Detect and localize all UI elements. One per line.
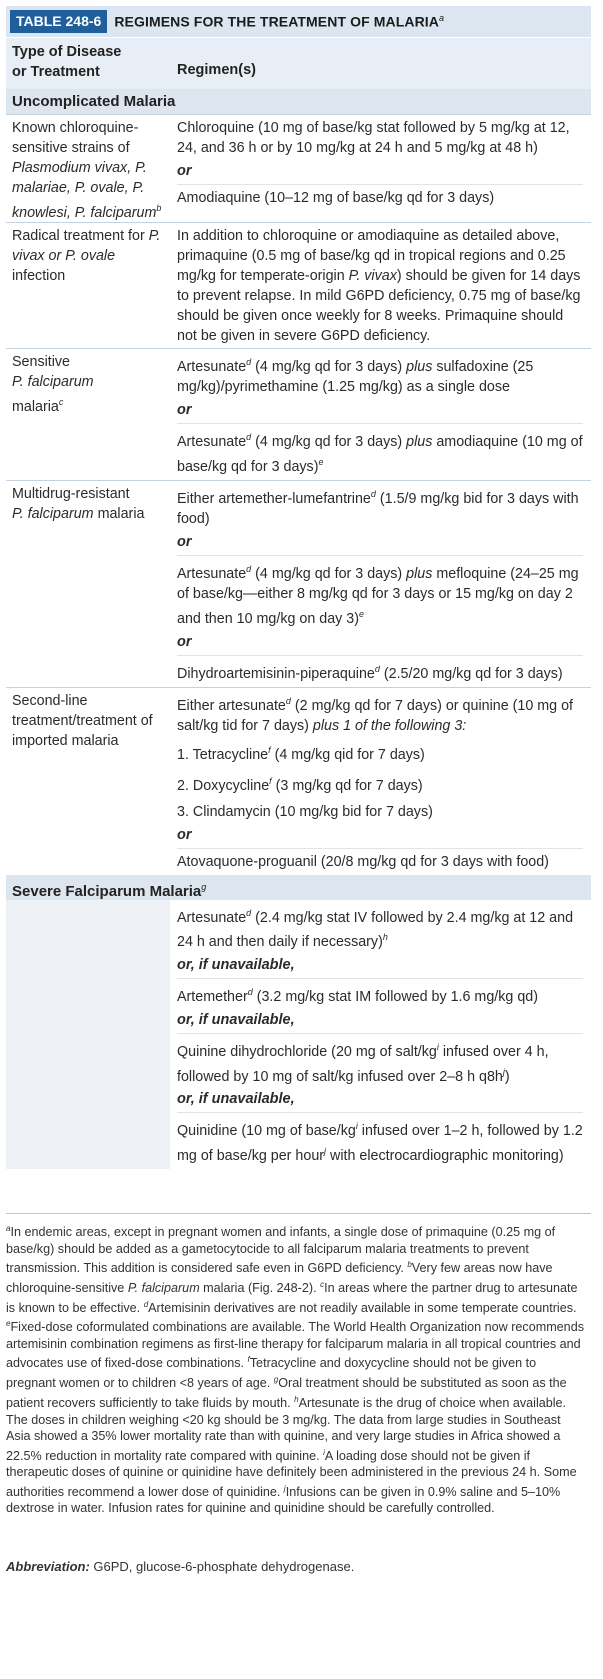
regimen-text bbox=[177, 978, 583, 1007]
footnote-mark: j bbox=[283, 1483, 286, 1493]
disease-species: Plasmodium vivax, P. malariae, P. ovale, P. knowlesi, P. falciparum bbox=[12, 160, 157, 221]
regimen-text bbox=[177, 352, 583, 397]
dose-text: ) bbox=[504, 1068, 510, 1085]
footnote-mark: h bbox=[294, 1394, 299, 1404]
table-title bbox=[114, 13, 444, 30]
table-row bbox=[6, 900, 591, 1169]
regimen-text: In addition to chloroquine or amodiaquine as detailed above, primaquine (0.5 mg of base/kg qd in tropical regions and 0.25 mg/kg for temperate-origin bbox=[177, 228, 566, 284]
regimens-table bbox=[6, 38, 591, 1169]
dose-text: with electrocardiographic monitoring) bbox=[326, 1148, 564, 1165]
header-disease-line1: Type of Disease bbox=[12, 44, 122, 60]
alternative-label: or, if unavailable, bbox=[177, 957, 295, 974]
footnote-mark: d bbox=[246, 564, 252, 575]
table-title-bar bbox=[6, 6, 591, 37]
list-item: 3. Clindamycin (10 mg/kg bid for 7 days) bbox=[177, 803, 433, 820]
footnote-mark: f bbox=[268, 745, 271, 756]
regimen-cell bbox=[177, 349, 591, 480]
footnote-mark: e bbox=[318, 456, 324, 467]
footnote-mark: d bbox=[246, 357, 252, 367]
regimen-species: P. vivax bbox=[348, 268, 397, 284]
dose-text: (2.4 mg/kg stat IV followed by 2.4 mg/kg at 12 and 24 h and then daily if necessary) bbox=[177, 909, 574, 951]
footnote-text: Infusions can be given in 0.9% saline and 5–10% dextrose in water. Infusion rates for quinine and quinidine should be carefully controlled. bbox=[6, 1484, 561, 1516]
disease-text: Known chloroquine-sensitive strains of bbox=[12, 120, 139, 156]
footnote-mark: d bbox=[246, 431, 252, 442]
footnote-mark: j bbox=[502, 1066, 505, 1077]
regimen-text: Amodiaquine (10–12 mg of base/kg qd for 3 days) bbox=[177, 184, 583, 213]
dose-text: (4 mg/kg qid for 7 days) bbox=[270, 746, 425, 763]
regimen-cell bbox=[177, 481, 591, 687]
footnote-divider bbox=[6, 1213, 591, 1214]
footnote-mark: e bbox=[359, 608, 365, 619]
regimen-text: ) should be given for 14 days to prevent relapse. In mild G6PD deficiency, 0.75 mg of base/kg should be given once weekly for 8 weeks. Primaquine should not be given in severe G6PD deficiency. bbox=[177, 268, 581, 344]
footnote-text: malaria (Fig. 248-2). bbox=[199, 1281, 321, 1296]
or-label: or bbox=[177, 163, 192, 179]
abbreviation-note bbox=[6, 1559, 354, 1574]
table-footnotes bbox=[6, 1221, 586, 1517]
footnote-mark: i bbox=[355, 1121, 358, 1132]
table-row bbox=[6, 348, 591, 480]
disease-text: malaria bbox=[93, 506, 145, 523]
disease-text: Multidrug-resistant bbox=[12, 486, 130, 503]
empty-disease-cell bbox=[6, 900, 170, 1169]
footnote-text: In areas where the partner drug to artesunate is known to be effective. bbox=[6, 1281, 578, 1315]
drug-name: Artesunate bbox=[177, 358, 247, 375]
regimen-text bbox=[177, 555, 583, 629]
list-item bbox=[177, 736, 583, 765]
disease-cell: Second-line treatment/treatment of imported malaria bbox=[12, 693, 153, 750]
table-row bbox=[6, 114, 591, 222]
drug-name: Quinine dihydrochloride (20 mg of salt/kg bbox=[177, 1043, 437, 1060]
footnote-mark: c bbox=[320, 1279, 325, 1289]
drug-name: 2. Doxycycline bbox=[177, 777, 270, 794]
disease-species: P. vivax or P. ovale bbox=[12, 228, 161, 264]
plus-label: plus 1 of the following 3: bbox=[312, 718, 467, 735]
disease-species: P. falciparum bbox=[12, 374, 94, 390]
dose-text: mefloquine (24–25 mg of base/kg—either 8 mg/kg qd for 3 days or 15 mg/kg on day 2 and then 10 mg/kg on day 3) bbox=[177, 565, 579, 627]
table-row bbox=[6, 222, 591, 348]
regimen-text: Atovaquone-proguanil (20/8 mg/kg qd for 3 days with food) bbox=[177, 848, 583, 875]
table-title-footnote-mark: a bbox=[438, 13, 445, 24]
footnote-species: P. falciparum bbox=[127, 1281, 200, 1296]
footnote-mark: e bbox=[6, 1319, 11, 1329]
plus-label: plus bbox=[406, 358, 433, 375]
dose-text: sulfadoxine (25 mg/kg)/pyrimethamine (1.25 mg/kg) as a single dose bbox=[177, 358, 534, 395]
dose-text: (1.5/9 mg/kg bid for 3 days with food) bbox=[177, 491, 579, 528]
header-disease bbox=[12, 42, 121, 82]
footnote-mark: b bbox=[156, 203, 162, 213]
drug-name: Artemether bbox=[177, 988, 248, 1005]
regimen-text bbox=[177, 691, 583, 736]
regimen-text bbox=[177, 903, 583, 953]
regimen-text: Chloroquine (10 mg of base/kg stat followed by 5 mg/kg at 12, 24, and 36 h or by 10 mg/kg at 24 h and 5 mg/kg at 48 h) bbox=[177, 120, 570, 156]
abbreviation-label: Abbreviation: bbox=[6, 1559, 90, 1574]
footnote-text: In endemic areas, except in pregnant women and infants, a single dose of primaquine (0.25 mg of base/kg) should be added as a gametocytocide to all falciparum malaria treatments to prevent transmission. This addition is considered safe even in G6PD deficiency. bbox=[6, 1225, 556, 1276]
footnote-mark: d bbox=[285, 696, 291, 707]
header-disease-line2: or Treatment bbox=[12, 64, 100, 80]
header-regimens: Regimen(s) bbox=[177, 62, 256, 78]
footnote-mark: d bbox=[370, 489, 376, 500]
dose-text: (2 mg/kg qd for 7 days) or quinine (10 mg of salt/kg tid for 7 days) bbox=[177, 698, 574, 735]
or-label: or bbox=[177, 534, 192, 551]
list-item bbox=[177, 765, 583, 796]
drug-name: Quinidine (10 mg of base/kg bbox=[177, 1123, 356, 1140]
plus-label: plus bbox=[406, 433, 433, 450]
regimen-text bbox=[177, 1033, 583, 1087]
section-severe bbox=[6, 875, 591, 900]
footnote-text: A loading dose should not be given if therapeutic doses of quinine or quinidine have definitely been administered in the previous 24 h. Some authorities recommend a lower dose of quinidine. bbox=[6, 1448, 577, 1499]
disease-species: P. falciparum bbox=[12, 506, 94, 523]
disease-cell bbox=[6, 481, 170, 524]
table-title-text: REGIMENS FOR THE TREATMENT OF MALARIA bbox=[114, 13, 439, 30]
disease-cell bbox=[6, 115, 170, 223]
footnote-mark: j bbox=[324, 1146, 327, 1157]
regimen-cell bbox=[177, 688, 591, 874]
or-label: or bbox=[177, 826, 192, 843]
footnote-mark: g bbox=[273, 1375, 279, 1385]
footnote-mark: h bbox=[382, 932, 388, 943]
plus-label: plus bbox=[406, 565, 433, 582]
dose-text: (4 mg/kg qd for 3 days) bbox=[251, 565, 407, 582]
drug-name: Artesunate bbox=[177, 565, 247, 582]
footnote-text: Oral treatment should be substituted as soon as the patient recovers sufficiently to take fluids by mouth. bbox=[6, 1376, 567, 1410]
disease-cell bbox=[6, 349, 170, 417]
drug-name: Dihydroartemisinin-piperaquine bbox=[177, 665, 375, 682]
alternative-label: or, if unavailable, bbox=[177, 1091, 295, 1108]
alternative-label: or, if unavailable, bbox=[177, 1011, 295, 1028]
footnote-mark: i bbox=[323, 1447, 325, 1457]
dose-text: (4 mg/kg qd for 3 days) bbox=[251, 358, 407, 375]
footnote-mark: g bbox=[201, 881, 207, 892]
regimen-text bbox=[177, 423, 583, 481]
drug-name: 1. Tetracycline bbox=[177, 746, 269, 763]
dose-text: (3.2 mg/kg stat IM followed by 1.6 mg/kg qd) bbox=[252, 988, 539, 1005]
footnote-mark: i bbox=[436, 1041, 439, 1052]
drug-name: Artesunate bbox=[177, 909, 247, 926]
regimen-cell bbox=[177, 900, 591, 1169]
drug-name: Either artesunate bbox=[177, 698, 286, 715]
footnote-mark: d bbox=[246, 907, 252, 918]
dose-text: infused over 4 h, followed by 10 mg of salt/kg infused over 2–8 h q8h bbox=[177, 1043, 549, 1085]
footnote-mark: c bbox=[58, 397, 64, 407]
footnote-mark: b bbox=[407, 1260, 412, 1270]
section-severe-title: Severe Falciparum Malaria bbox=[12, 882, 202, 900]
regimen-text bbox=[177, 655, 583, 688]
footnote-text: Fixed-dose coformulated combinations are available. The World Health Organization now recommends artemisinin combination regimens as first-line therapy for falciparum malaria in all tropical countries and advocates use of fixed-dose combinations. bbox=[6, 1320, 584, 1371]
disease-text: Sensitive bbox=[12, 354, 71, 370]
footnote-mark: d bbox=[374, 663, 380, 674]
regimen-cell bbox=[177, 115, 591, 213]
table-header bbox=[6, 38, 591, 89]
footnote-text: Artesunate is the drug of choice when available. The doses in children weighing <20 kg should be 3 mg/kg. The data from large studies in Southeast Asia showed a 35% lower mortality rate than with quinine, and very large studies in Africa showed a 22.5% reduction in mortality rate compared with quinine. bbox=[6, 1396, 567, 1463]
dose-text: (4 mg/kg qd for 3 days) bbox=[251, 433, 407, 450]
footnote-mark: f bbox=[247, 1355, 250, 1365]
disease-text: infection bbox=[12, 268, 66, 284]
footnote-mark: d bbox=[143, 1299, 149, 1309]
section-uncomplicated: Uncomplicated Malaria bbox=[6, 89, 591, 114]
footnote-mark: a bbox=[6, 1224, 11, 1233]
or-label: or bbox=[177, 633, 192, 650]
footnote-text: Very few areas now have chloroquine-sensitive bbox=[6, 1261, 553, 1296]
drug-name: Either artemether-lumefantrine bbox=[177, 491, 371, 508]
footnote-text: Tetracycline and doxycycline should not be given to pregnant women or to children <8 years of age. bbox=[6, 1356, 537, 1391]
dose-text: (2.5/20 mg/kg qd for 3 days) bbox=[379, 665, 563, 682]
disease-cell bbox=[6, 223, 170, 286]
drug-name: Artesunate bbox=[177, 433, 247, 450]
table-row bbox=[6, 480, 591, 687]
regimen-text bbox=[177, 1112, 583, 1169]
disease-text: Radical treatment for bbox=[12, 228, 149, 244]
disease-text: malaria bbox=[12, 398, 59, 415]
dose-text: infused over 1–2 h, followed by 1.2 mg of base/kg per hour bbox=[177, 1123, 583, 1165]
table-row bbox=[6, 687, 591, 874]
table-number: TABLE 248-6 bbox=[10, 10, 107, 33]
abbreviation-text: G6PD, glucose-6-phosphate dehydrogenase. bbox=[89, 1559, 355, 1574]
or-label: or bbox=[177, 401, 192, 418]
footnote-mark: d bbox=[247, 987, 253, 998]
dose-text: (3 mg/kg qd for 7 days) bbox=[271, 777, 423, 794]
footnote-text: Artemisinin derivatives are not readily available in some temperate countries. bbox=[148, 1300, 577, 1315]
regimen-cell bbox=[177, 223, 591, 348]
regimen-text bbox=[177, 484, 583, 529]
dose-text: amodiaquine (10 mg of base/kg qd for 3 days) bbox=[177, 433, 583, 475]
footnote-mark: f bbox=[269, 775, 272, 786]
